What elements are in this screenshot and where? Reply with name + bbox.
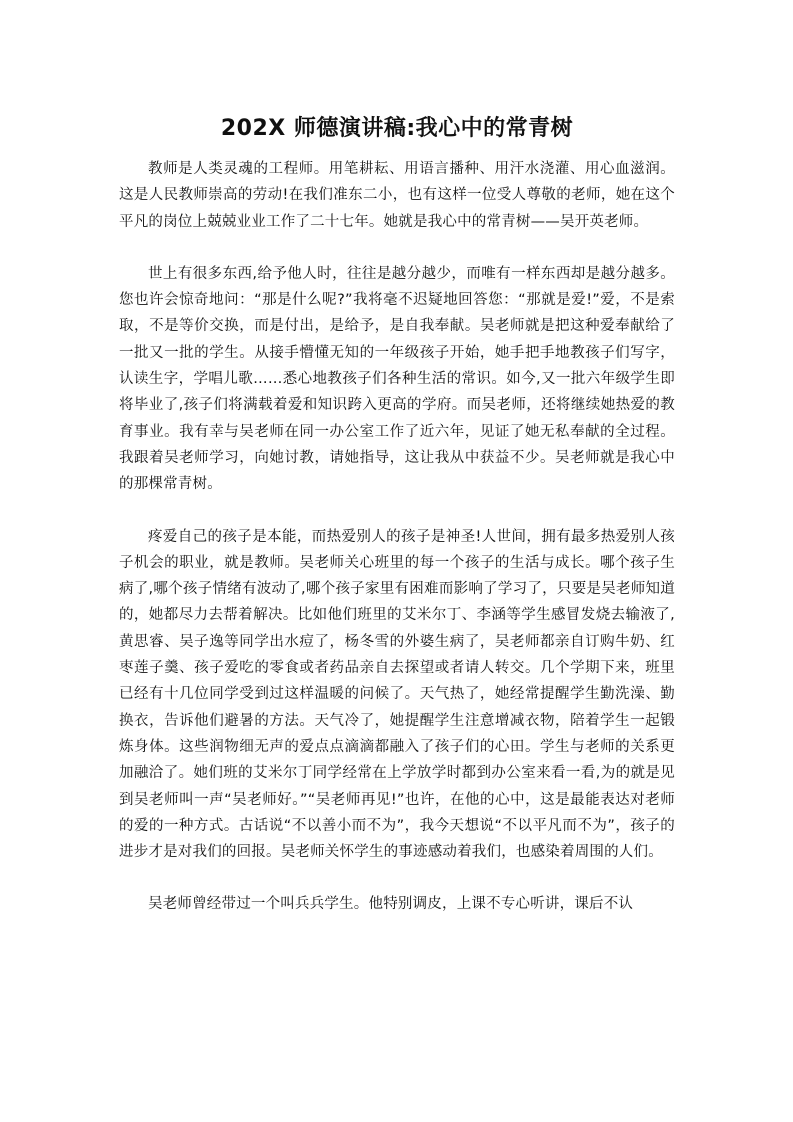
document-title: 202X 师德演讲稿:我心中的常青树 xyxy=(220,116,574,141)
document-page xyxy=(119,112,675,944)
paragraph-4: 吴老师曾经带过一个叫兵兵学生。他特别调皮，上课不专心听讲，课后不认 xyxy=(148,896,634,913)
paragraph-2: 世上有很多东西,给予他人时，往往是越分越少，而唯有一样东西却是越分越多。您也许会惊奇地问：“那是什么呢?”我将毫不迟疑地回答您：“那就是爱!”爱，不是索取，不是等价交换，而是付出，是给予，是自我奉献。吴老师就是把这种爱奉献给了一批又一批的学生。从接手懵懂无知的一年级孩子开始，她手把手地教孩子们写字，认读生字，学唱儿歌……悉心地教孩子们各种生活的常识。如今,又一批六年级学生即将毕业了,孩子们将满载着爱和知识跨入更高的学府。而吴老师，还将继续她热爱的教育事业。我有幸与吴老师在同一办公室工作了近六年，见证了她无私奉献的全过程。我跟着吴老师学习，向她讨教，请她指导，这让我从中获益不少。吴老师就是我心中的那棵常青树。 xyxy=(119,265,675,493)
paragraph-3: 疼爱自己的孩子是本能，而热爱别人的孩子是神圣!人世间，拥有最多热爱别人孩子机会的职业，就是教师。吴老师关心班里的每一个孩子的生活与成长。哪个孩子生病了,哪个孩子情绪有波动了,哪个孩子家里有困难而影响了学习了，只要是吴老师知道的，她都尽力去帮着解决。比如他们班里的艾米尔丁、李涵等学生感冒发烧去输液了,黄思睿、吴子逸等同学出水痘了，杨冬雪的外婆生病了，吴老师都亲自订购牛奶、红枣莲子羹、孩子爱吃的零食或者药品亲自去探望或者请人转交。几个学期下来，班里已经有十几位同学受到过这样温暖的问候了。天气热了，她经常提醒学生勤洗澡、勤换衣，告诉他们避暑的方法。天气冷了，她提醒学生注意增减衣物，陪着学生一起锻炼身体。这些润物细无声的爱点点滴滴都融入了孩子们的心田。学生与老师的关系更加融洽了。她们班的艾米尔丁同学经常在上学放学时都到办公室来看一看,为的就是见到吴老师叫一声“吴老师好。”“吴老师再见!”也许，在他的心中，这是最能表达对老师的爱的一种方式。古话说“不以善小而不为”，我今天想说“不以平凡而不为”，孩子的进步才是对我们的回报。吴老师关怀学生的事迹感动着我们，也感染着周围的人们。 xyxy=(119,528,675,861)
paragraph-1: 教师是人类灵魂的工程师。用笔耕耘、用语言播种、用汗水浇灌、用心血滋润。这是人民教师崇高的劳动!在我们准东二小，也有这样一位受人尊敬的老师，她在这个平凡的岗位上兢兢业业工作了二十七年。她就是我心中的常青树——吴开英老师。 xyxy=(119,161,675,230)
